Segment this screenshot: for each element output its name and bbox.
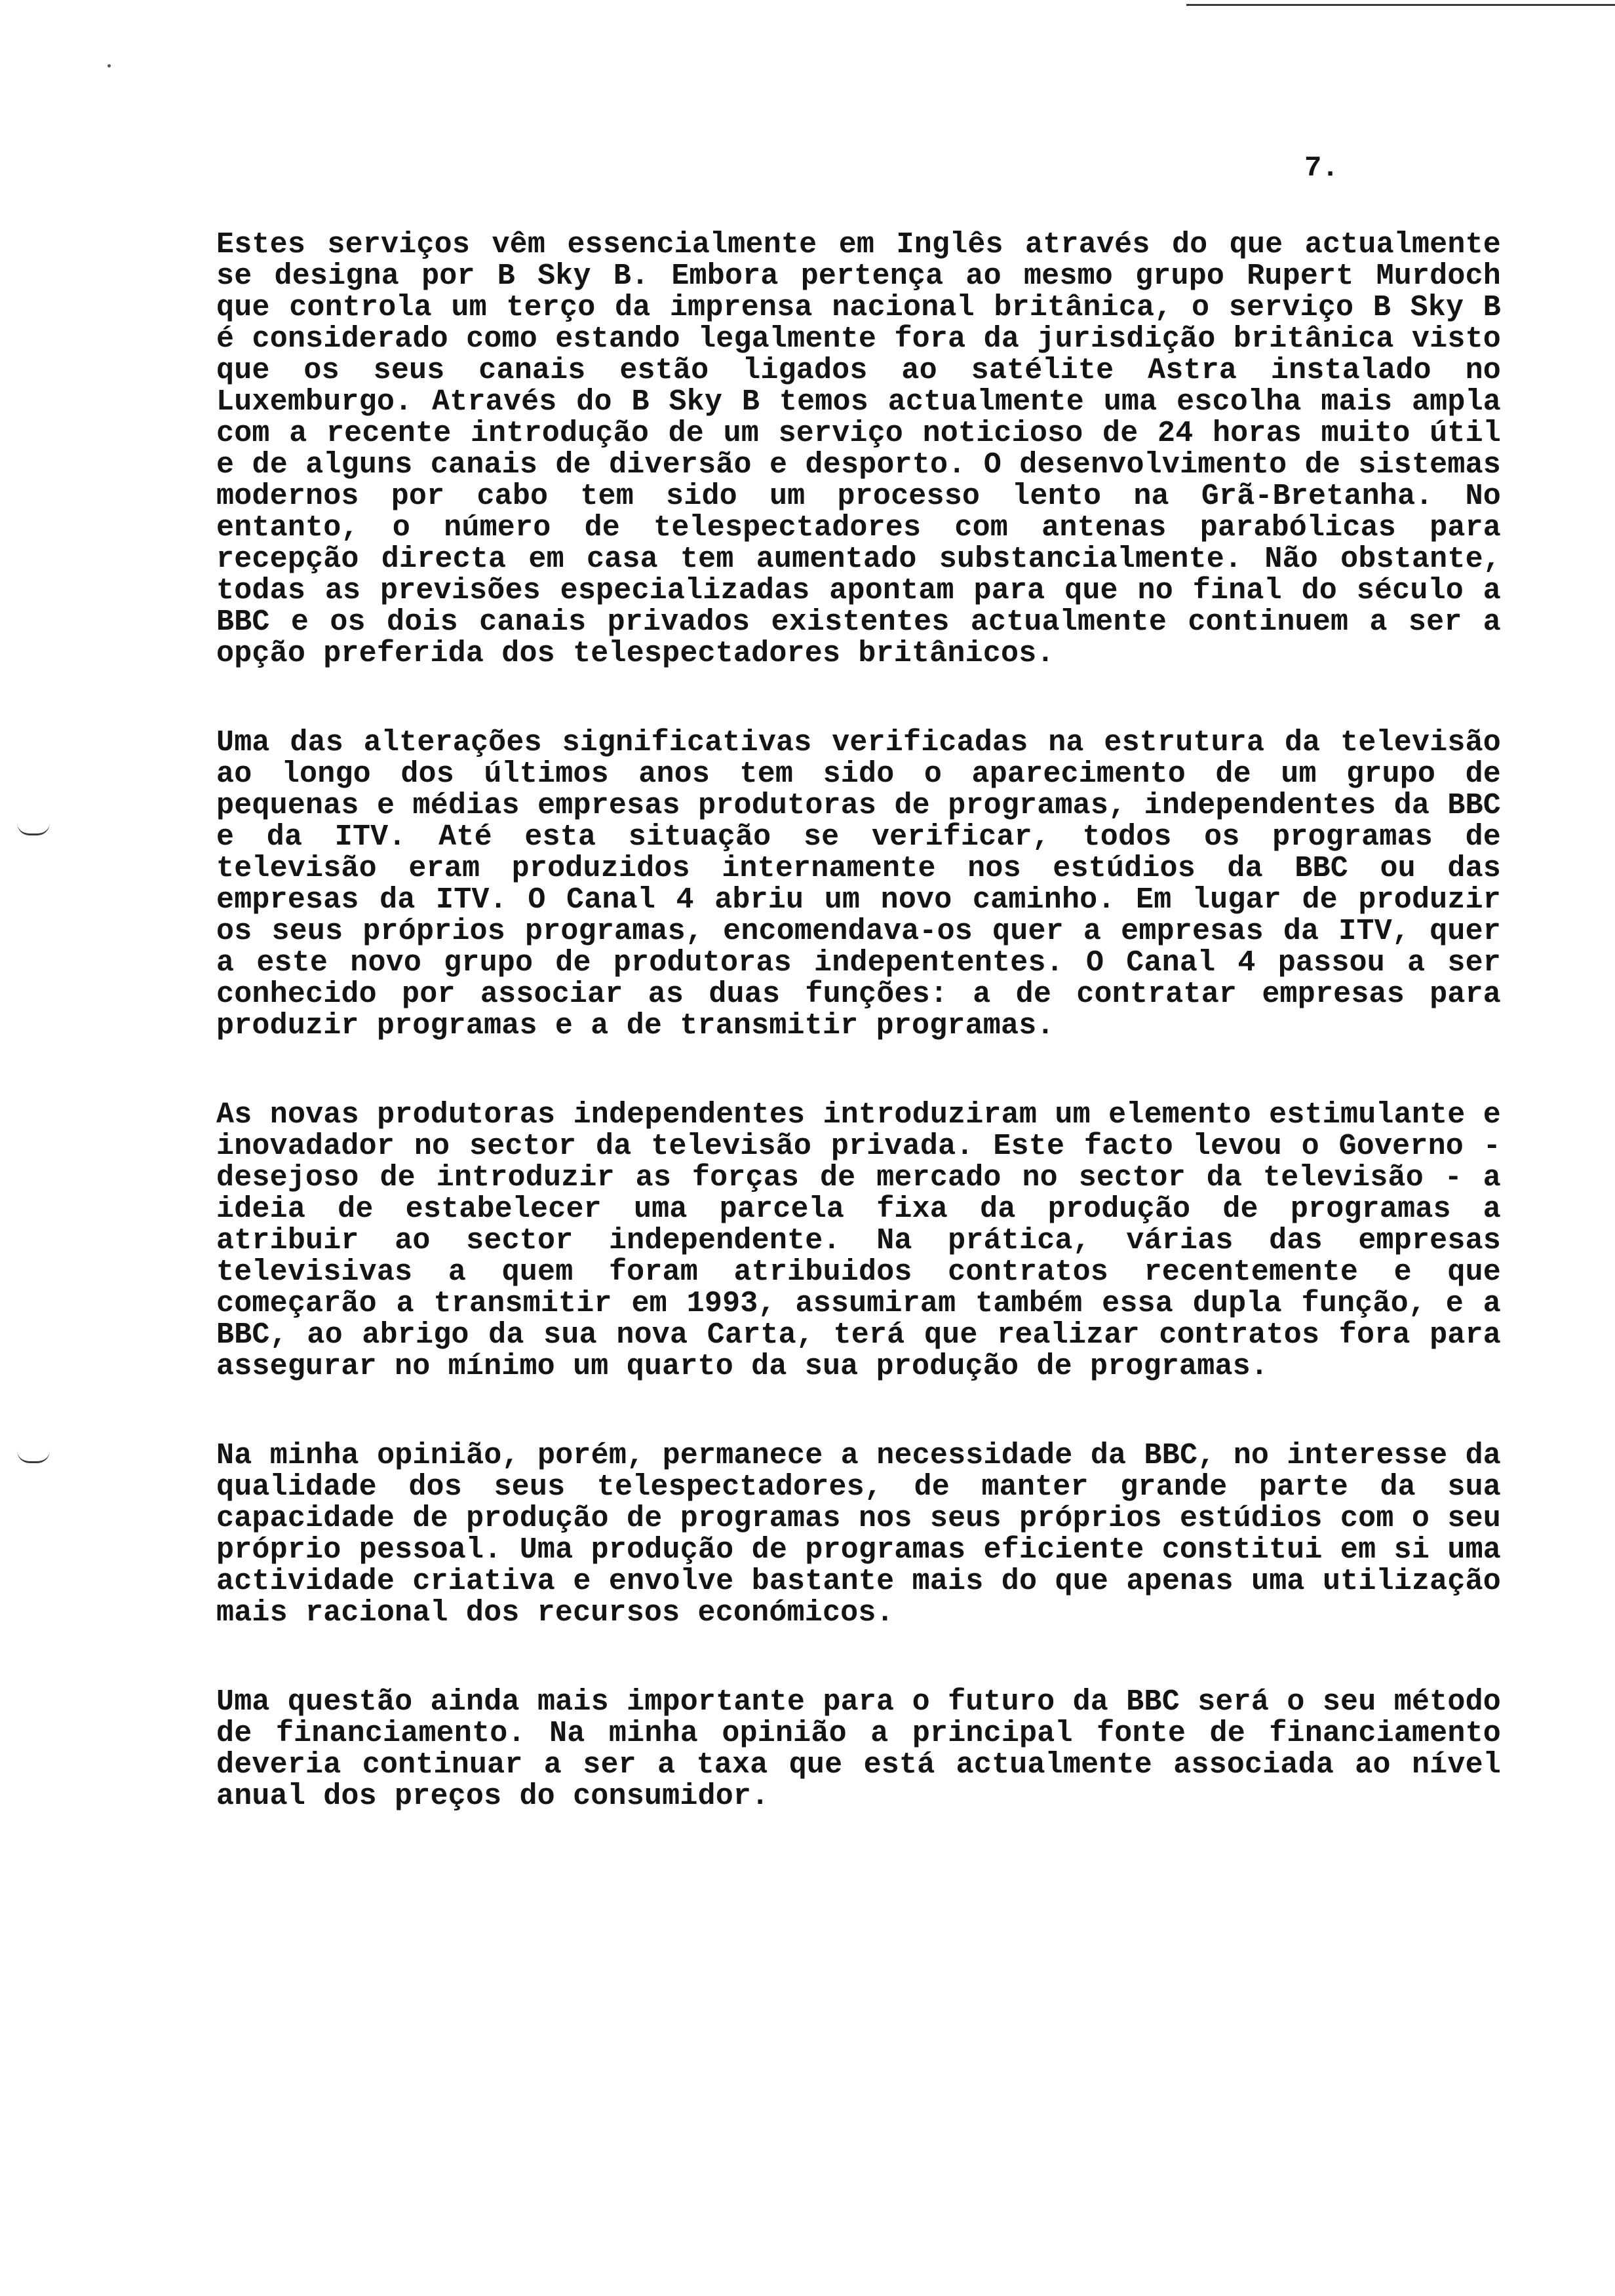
binding-hole-mark [17,823,50,835]
document-body [216,229,1501,1870]
paragraph-bbc-financing: Uma questão ainda mais importante para o futuro da BBC será o seu método de financiamento. Na minha opinião a principal fonte de financiamento deveria continuar a ser a taxa que está actualmente associada ao nível anual dos preços do consumidor. [216,1685,1501,1813]
top-edge-rule [1186,4,1615,6]
binding-hole-mark [17,1451,50,1463]
scan-speck [107,64,111,67]
paragraph-broadcast-services: Estes serviços vêm essencialmente em Inglês através do que actualmente se designa por B Sky B. Embora pertença ao mesmo grupo Rupert Murdoch que controla um terço da imprensa nacional britânica, o serviço B Sky B é considerado como estando legalmente fora da jurisdição britânica visto que os seus canais estão ligados ao satélite Astra instalado no Luxemburgo. Através do B Sky B temos actualmente uma escolha mais ampla com a recente introdução de um serviço noticioso de 24 horas muito útil e de alguns canais de diversão e desporto. O desenvolvimento de sistemas modernos por cabo tem sido um processo lento na Grã-Bretanha. No entanto, o número de telespectadores com antenas parabólicas para recepção directa em casa tem aumentado substancialmente. Não obstante, todas as previsões especializadas apontam para que no final do século a BBC e os dois canais privados existentes actualmente continuem a ser a opção preferida dos telespectadores britânicos. [216,228,1501,670]
paragraph-bbc-production: Na minha opinião, porém, permanece a necessidade da BBC, no interesse da qualidade dos seus telespectadores, de manter grande parte da sua capacidade de produção de programas nos seus próprios estúdios com o seu próprio pessoal. Uma produção de programas eficiente constitui em si uma actividade criativa e envolve bastante mais do que apenas uma utilização mais racional dos recursos económicos. [216,1439,1501,1630]
paragraph-independent-producers: Uma das alterações significativas verificadas na estrutura da televisão ao longo dos últimos anos tem sido o aparecimento de um grupo de pequenas e médias empresas produtoras de programas, independentes da BBC e da ITV. Até esta situação se verificar, todos os programas de televisão eram produzidos internamente nos estúdios da BBC ou das empresas da ITV. O Canal 4 abriu um novo caminho. Em lugar de produzir os seus próprios programas, encomendava-os quer a empresas da ITV, quer a este novo grupo de produtoras indepententes. O Canal 4 passou a ser conhecido por associar as duas funções: a de contratar empresas para produzir programas e a de transmitir programas. [216,726,1501,1043]
page-number: 7. [1304,152,1339,185]
paragraph-market-forces: As novas produtoras independentes introduziram um elemento estimulante e inovadador no sector da televisão privada. Este facto levou o Governo - desejoso de introduzir as forças de mercado no sector da televisão - a ideia de estabelecer uma parcela fixa da produção de programas a atribuir ao sector independente. Na prática, várias das empresas televisivas a quem foram atribuidos contratos recentemente e que começarão a transmitir em 1993, assumiram também essa dupla função, e a BBC, ao abrigo da sua nova Carta, terá que realizar contratos fora para assegurar no mínimo um quarto da sua produção de programas. [216,1098,1501,1383]
